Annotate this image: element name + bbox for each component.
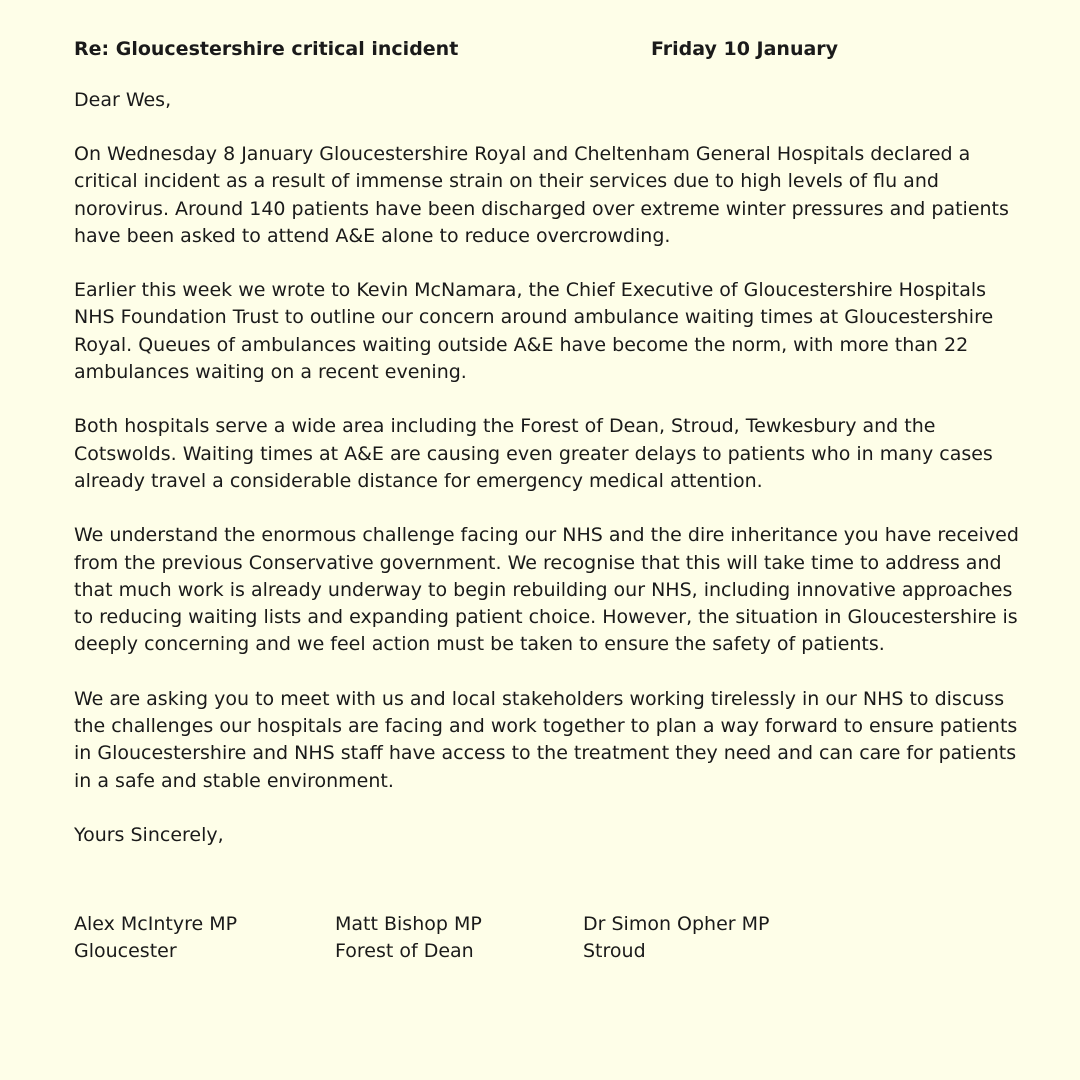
- letter-subject: Re: Gloucestershire critical incident: [74, 38, 459, 60]
- signatory-alex-mcintyre: [74, 911, 237, 966]
- signatory-simon-opher: [583, 911, 769, 966]
- signatory-name: Alex McIntyre MP: [74, 912, 238, 935]
- signatory-constituency: Gloucester: [74, 940, 177, 963]
- body-paragraph-5: We are asking you to meet with us and local stakeholders working tirelessly in our NHS to discuss the challenges our hospitals are facing and work together to plan a way forward to ensure patients in Gloucestershire and NHS staff have access to the treatment they need and can care for patients in a safe and stable environment.: [74, 687, 1018, 792]
- signatory-constituency: Forest of Dean: [335, 940, 474, 963]
- signatories: [74, 911, 1020, 971]
- closing: Yours Sincerely,: [74, 823, 224, 846]
- signatory-name: Dr Simon Opher MP: [583, 912, 770, 935]
- salutation: Dear Wes,: [74, 89, 172, 111]
- body-paragraph-3: Both hospitals serve a wide area including the Forest of Dean, Stroud, Tewkesbury and the Cotswolds. Waiting times at A&E are causing even greater delays to patients who in many cases already travel a considerable distance for emergency medical attention.: [74, 415, 993, 492]
- body-paragraph-4: We understand the enormous challenge facing our NHS and the dire inheritance you have received from the previous Conservative government. We recognise that this will take time to address and that much work is already underway to begin rebuilding our NHS, including innovative approaches to reducing waiting lists and expanding patient choice. However, the situation in Gloucestershire is deeply concerning and we feel action must be taken to ensure the safety of patients.: [74, 524, 1019, 656]
- signatory-matt-bishop: [335, 911, 482, 966]
- letter-header: [74, 36, 1020, 63]
- signatory-name: Matt Bishop MP: [335, 912, 482, 935]
- letter-date: Friday 10 January: [651, 38, 839, 60]
- body-paragraph-2: Earlier this week we wrote to Kevin McNamara, the Chief Executive of Gloucestershire Hospitals NHS Foundation Trust to outline our concern around ambulance waiting times at Gloucestershire Royal. Queues of ambulances waiting outside A&E have become the norm, with more than 22 ambulances waiting on a recent evening.: [74, 279, 994, 384]
- signatory-constituency: Stroud: [583, 940, 646, 963]
- body-paragraph-1: On Wednesday 8 January Gloucestershire Royal and Cheltenham General Hospitals declared a critical incident as a result of immense strain on their services due to high levels of flu and norovirus. Around 140 patients have been discharged over extreme winter pressures and patients have been asked to attend A&E alone to reduce overcrowding.: [74, 143, 1009, 247]
